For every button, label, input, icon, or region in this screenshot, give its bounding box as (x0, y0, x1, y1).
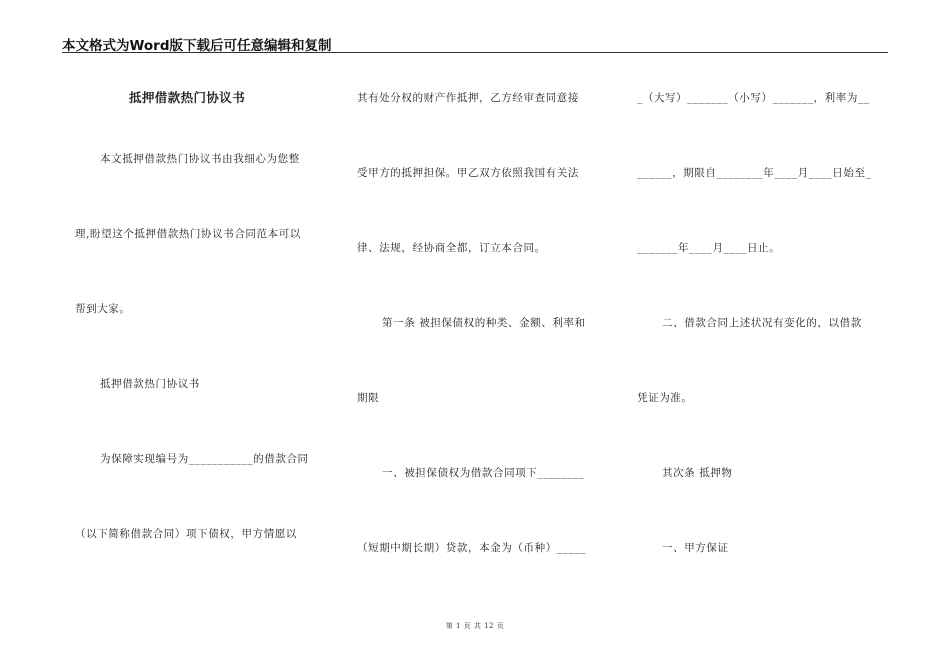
text-column-3 (637, 60, 897, 620)
text-line: _______年____月____日止。 (637, 242, 781, 254)
document-title: 抵押借款热门协议书 (129, 90, 246, 105)
page-number: 第 1 页 共 12 页 (445, 622, 505, 630)
text-line: 二、借款合同上述状况有变化的，以借款 (662, 317, 862, 329)
header-title: 本文格式为Word版下载后可任意编辑和复制 (62, 38, 332, 54)
text-line: 理,盼望这个抵押借款热门协议书合同范本可以 (75, 228, 301, 240)
text-line: （短期中期长期）贷款，本金为（币种）_____ (357, 542, 587, 554)
text-line: 凭证为准。 (637, 392, 693, 404)
text-line: 一、甲方保证 (662, 542, 729, 554)
article-heading: 第一条 被担保债权的种类、金额、利率和 (382, 317, 586, 329)
text-line: 为保障实现编号为___________的借款合同 (100, 453, 309, 465)
text-line: 一、被担保债权为借款合同项下________ (382, 467, 585, 479)
text-line: 帮到大家。 (75, 303, 131, 315)
text-line: 律、法规，经协商全都，订立本合同。 (357, 242, 546, 254)
text-line: _（大写）_______（小写）_______，利率为__ (637, 92, 870, 104)
text-column-2 (357, 60, 617, 620)
section-heading: 抵押借款热门协议书 (100, 378, 200, 390)
text-line: 受甲方的抵押担保。甲乙双方依照我国有关法 (357, 167, 579, 179)
article-heading: 其次条 抵押物 (662, 467, 733, 479)
text-column-1 (75, 60, 335, 620)
header-divider (62, 52, 888, 53)
text-line: （以下简称借款合同）项下债权，甲方情愿以 (75, 528, 297, 540)
text-line: 其有处分权的财产作抵押，乙方经审查同意接 (357, 92, 579, 104)
text-line: 本文抵押借款热门协议书由我细心为您整 (100, 153, 300, 165)
text-line: 期限 (357, 392, 380, 404)
text-line: ______，期限自________年____月____日始至_ (637, 167, 872, 179)
